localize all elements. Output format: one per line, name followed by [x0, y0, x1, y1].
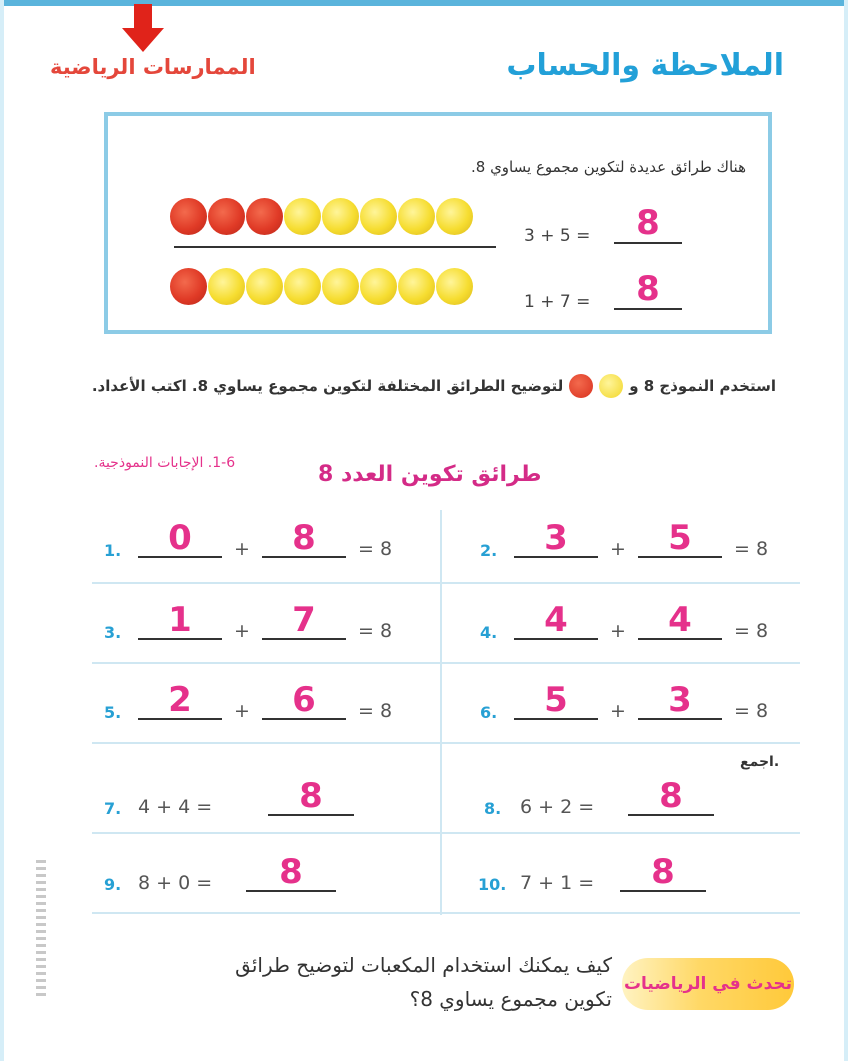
- yellow-bead: [398, 198, 435, 235]
- bead-divider-line: [174, 246, 496, 248]
- yellow-bead: [284, 198, 321, 235]
- equals-eight: = 8: [734, 538, 769, 560]
- addend-2-answer: 8: [262, 520, 346, 558]
- problem-6: [476, 680, 796, 724]
- equals-eight: = 8: [358, 538, 393, 560]
- arrow-down-icon: [118, 4, 168, 54]
- equals-eight: = 8: [734, 620, 769, 642]
- addend-1-answer: 0: [138, 520, 222, 558]
- model-answers-note: 1-6. الإجابات النموذجية.: [94, 455, 236, 471]
- sum-answer: 8: [246, 854, 336, 892]
- bead-row-1: [170, 198, 473, 235]
- plus-sign: +: [610, 700, 626, 722]
- yellow-bead: [322, 198, 359, 235]
- instruction-part-1: استخدم النموذج 8 و: [629, 377, 776, 395]
- practices-label: الممارسات الرياضية: [50, 55, 256, 79]
- problem-2: [476, 518, 796, 562]
- grid-divider-3: [92, 742, 800, 744]
- sum-number: 9.: [104, 875, 122, 894]
- page-right-border: [844, 0, 848, 1061]
- sum-9: [104, 852, 424, 896]
- red-bead: [208, 198, 245, 235]
- page-left-border: [0, 0, 4, 1061]
- box-equation-2: 1 + 7 =: [524, 292, 591, 312]
- talk-math-question: كيف يمكنك استخدام المكعبات لتوضيح طرائق تكوين مجموع يساوي 8؟: [235, 953, 612, 1011]
- plus-sign: +: [610, 620, 626, 642]
- sum-7: [104, 776, 424, 820]
- addend-1-answer: 5: [514, 682, 598, 720]
- addend-1-answer: 1: [138, 602, 222, 640]
- sum-expression: 4 + 4 =: [138, 796, 213, 818]
- problem-number: 5.: [104, 703, 122, 722]
- problem-3: [100, 600, 420, 644]
- yellow-bead: [284, 268, 321, 305]
- plus-sign: +: [610, 538, 626, 560]
- problem-5: [100, 680, 420, 724]
- grid-divider-5: [92, 912, 800, 914]
- problem-number: 2.: [480, 541, 498, 560]
- addend-1-answer: 2: [138, 682, 222, 720]
- grid-divider-1: [92, 582, 800, 584]
- grid-vertical-divider: [440, 510, 442, 915]
- plus-sign: +: [234, 538, 250, 560]
- grid-divider-2: [92, 662, 800, 664]
- talk-math-label: تحدث في الرياضيات: [623, 974, 793, 994]
- yellow-counter-icon: [599, 374, 623, 398]
- yellow-bead: [360, 268, 397, 305]
- yellow-bead: [398, 268, 435, 305]
- addend-1-answer: 3: [514, 520, 598, 558]
- instruction-part-2: لتوضيح الطرائق المختلفة لتكوين مجموع يساوي 8. اكتب الأعداد.: [91, 377, 564, 395]
- box-equation-1: 3 + 5 =: [524, 226, 591, 246]
- addend-2-answer: 3: [638, 682, 722, 720]
- red-bead: [246, 198, 283, 235]
- sum-answer: 8: [620, 854, 706, 892]
- page-title: الملاحظة والحساب: [506, 48, 784, 83]
- add-instruction: اجمع.: [740, 754, 780, 770]
- margin-fine-print: [36, 860, 46, 1000]
- talk-math-badge: [622, 958, 794, 1010]
- yellow-bead: [360, 198, 397, 235]
- equals-eight: = 8: [358, 620, 393, 642]
- red-bead: [170, 268, 207, 305]
- sum-8: [484, 776, 804, 820]
- sum-expression: 8 + 0 =: [138, 872, 213, 894]
- sum-expression: 6 + 2 =: [520, 796, 595, 818]
- plus-sign: +: [234, 700, 250, 722]
- yellow-bead: [436, 198, 473, 235]
- yellow-bead: [322, 268, 359, 305]
- section-subtitle: طرائق تكوين العدد 8: [318, 462, 542, 487]
- plus-sign: +: [234, 620, 250, 642]
- sum-number: 10.: [478, 875, 507, 894]
- box-answer-2: 8: [614, 270, 682, 310]
- sum-answer: 8: [628, 778, 714, 816]
- problem-1: [100, 518, 420, 562]
- addend-2-answer: 6: [262, 682, 346, 720]
- red-bead: [170, 198, 207, 235]
- sum-10: [478, 852, 798, 896]
- sum-number: 8.: [484, 799, 502, 818]
- problem-number: 3.: [104, 623, 122, 642]
- bead-row-2: [170, 268, 473, 305]
- bead-example-box: [104, 112, 772, 334]
- box-intro-text: هناك طرائق عديدة لتكوين مجموع يساوي 8.: [470, 158, 746, 176]
- addend-2-answer: 5: [638, 520, 722, 558]
- grid-divider-4: [92, 832, 800, 834]
- equals-eight: = 8: [358, 700, 393, 722]
- addend-1-answer: 4: [514, 602, 598, 640]
- equals-eight: = 8: [734, 700, 769, 722]
- yellow-bead: [208, 268, 245, 305]
- sum-answer: 8: [268, 778, 354, 816]
- problem-number: 6.: [480, 703, 498, 722]
- box-answer-1: 8: [614, 204, 682, 244]
- sum-number: 7.: [104, 799, 122, 818]
- sum-expression: 7 + 1 =: [520, 872, 595, 894]
- yellow-bead: [246, 268, 283, 305]
- problem-number: 1.: [104, 541, 122, 560]
- addend-2-answer: 4: [638, 602, 722, 640]
- problem-4: [476, 600, 796, 644]
- instruction-line: [92, 374, 776, 398]
- problem-number: 4.: [480, 623, 498, 642]
- addend-2-answer: 7: [262, 602, 346, 640]
- red-counter-icon: [569, 374, 593, 398]
- yellow-bead: [436, 268, 473, 305]
